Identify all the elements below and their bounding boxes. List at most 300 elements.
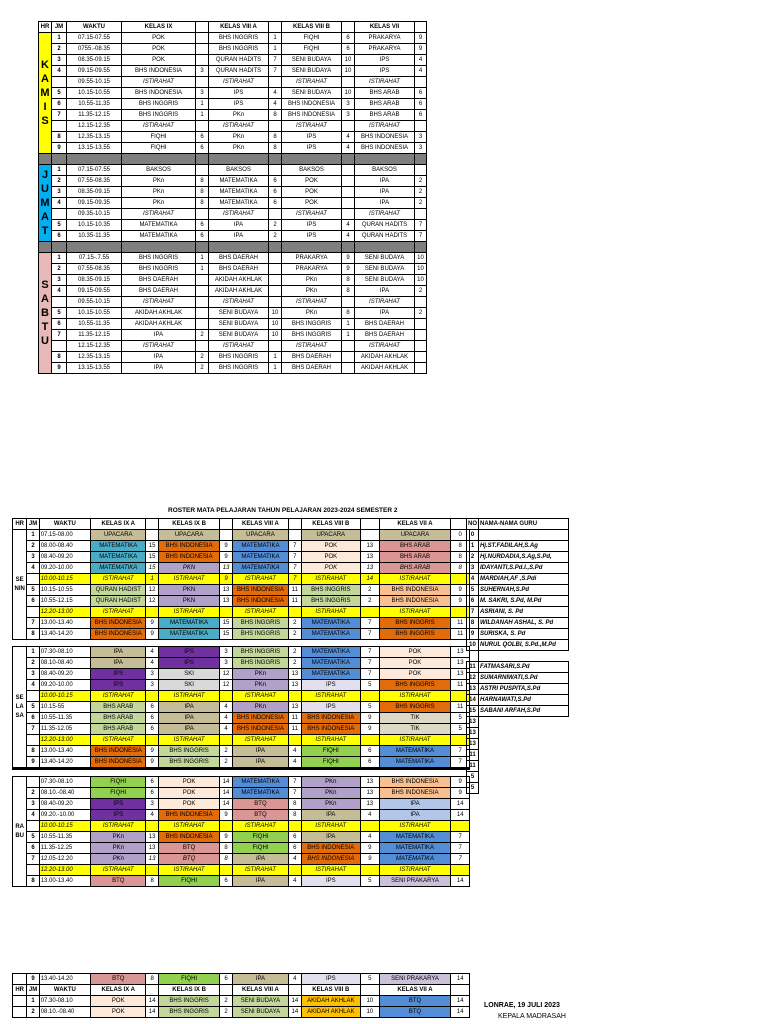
table-cell: ISTIRAHAT — [301, 735, 361, 746]
table-cell: PKn — [91, 843, 146, 854]
table-cell: 7 — [451, 832, 470, 843]
table-cell: 6 — [289, 843, 301, 854]
table-cell: 13.00-13.40 — [39, 746, 90, 757]
table-cell: BHS DAERAH — [122, 275, 196, 286]
table-cell: 10 — [415, 264, 427, 275]
table-cell: IPA — [158, 713, 220, 724]
table-cell: MATEMATIKA — [379, 746, 451, 757]
header-row — [39, 22, 427, 33]
table-cell — [27, 607, 39, 618]
table-cell: 10 — [361, 1007, 379, 1018]
table-cell — [196, 341, 209, 352]
table-cell: BHS INDONESIA — [379, 788, 451, 799]
table-cell — [415, 121, 427, 132]
table-cell: IPS — [91, 680, 146, 691]
table-cell: BHS ARAB — [91, 702, 146, 713]
table-cell: 07.15-07.55 — [67, 165, 122, 176]
table-cell: 3 — [52, 55, 67, 66]
table-row — [39, 121, 427, 132]
column-header: HR — [39, 22, 52, 33]
column-header: KELAS VII — [355, 22, 415, 33]
table-cell — [342, 187, 355, 198]
table-row — [13, 713, 470, 724]
column-header: NO — [467, 519, 479, 530]
table-cell — [342, 198, 355, 209]
table-cell: BHS INGGRIS — [122, 99, 196, 110]
table-cell: BHS INDONESIA — [301, 854, 361, 865]
table-cell: 9 — [27, 974, 39, 985]
roster-table-continued — [12, 973, 470, 1018]
table-cell: SENI BUDAYA — [209, 308, 269, 319]
teacher-number: 0 — [467, 530, 479, 541]
table-cell: IPS — [91, 799, 146, 810]
table-cell: ISTIRAHAT — [282, 121, 342, 132]
table-cell: 3 — [146, 799, 158, 810]
table-cell: UPACARA — [158, 530, 220, 541]
table-cell: 12.20-13.00 — [39, 607, 90, 618]
table-cell: 10.55-11.35 — [39, 713, 90, 724]
table-cell — [415, 77, 427, 88]
table-row — [39, 330, 427, 341]
table-row — [39, 99, 427, 110]
table-cell: 3 — [52, 187, 67, 198]
table-cell: 13.15-13.55 — [67, 363, 122, 374]
table-cell — [342, 176, 355, 187]
table-cell: 13 — [289, 680, 301, 691]
table-cell: PKN — [158, 563, 220, 574]
table-cell: MATEMATIKA — [232, 541, 288, 552]
separator-cell — [39, 154, 52, 165]
separator-row — [39, 154, 427, 165]
teacher-name: ASRIANI, S. Pd — [479, 607, 569, 618]
table-cell: 13.40-14.20 — [39, 629, 90, 640]
table-cell: BHS INGGRIS — [158, 996, 220, 1007]
table-cell: 08.40-09.20 — [39, 552, 90, 563]
table-cell: 2 — [196, 363, 209, 374]
table-cell: BHS INDONESIA — [91, 746, 146, 757]
table-cell: 7 — [269, 66, 282, 77]
table-cell: 08.35-09.15 — [67, 55, 122, 66]
column-header — [146, 985, 158, 996]
table-cell: 2 — [220, 746, 232, 757]
column-header: KELAS VIII B — [282, 22, 342, 33]
table-cell: 10.15-10.55 — [67, 308, 122, 319]
day-label — [39, 165, 52, 242]
table-cell: 12.15-12.35 — [67, 121, 122, 132]
table-cell: MATEMATIKA — [158, 618, 220, 629]
table-cell: 12.35-13.15 — [67, 132, 122, 143]
table-cell: 7 — [361, 647, 379, 658]
table-cell: PKn — [232, 669, 288, 680]
teacher-row — [467, 629, 569, 640]
table-cell: BHS INGGRIS — [282, 330, 342, 341]
table-cell: 2 — [361, 585, 379, 596]
table-cell: MATEMATIKA — [301, 618, 361, 629]
teacher-name: SURISKA, S. Pd — [479, 629, 569, 640]
table-cell: QURAN HADIST — [91, 585, 146, 596]
table-cell: 15 — [146, 552, 158, 563]
teacher-name: SUMARNIWATI,S.Pd — [479, 673, 569, 684]
table-row — [13, 680, 470, 691]
teacher-row — [467, 684, 569, 695]
separator-cell — [52, 242, 67, 253]
column-header — [361, 519, 379, 530]
column-header — [289, 985, 301, 996]
table-cell: FIQHI — [232, 843, 288, 854]
table-cell: 8 — [196, 187, 209, 198]
separator-cell — [342, 242, 355, 253]
table-cell: 13 — [361, 799, 379, 810]
table-cell: SENI BUDAYA — [282, 66, 342, 77]
table-cell: 4 — [289, 876, 301, 887]
table-cell: 3 — [220, 658, 232, 669]
teacher-row — [467, 640, 569, 651]
table-cell — [289, 865, 301, 876]
extra-row — [467, 750, 569, 761]
table-cell: 4 — [342, 143, 355, 154]
teacher-name: Hj.ST.FADILAH,S.Ag — [479, 541, 569, 552]
table-cell — [196, 44, 209, 55]
table-cell: POK — [301, 563, 361, 574]
table-cell: 6 — [27, 713, 39, 724]
table-cell — [146, 735, 158, 746]
table-cell: IPA — [232, 854, 288, 865]
table-cell: 2 — [289, 658, 301, 669]
table-cell: 07.15-.7.55 — [67, 253, 122, 264]
table-cell: BAKSOS — [122, 165, 196, 176]
table-row — [13, 788, 470, 799]
table-cell: 14 — [451, 974, 470, 985]
table-cell: 8 — [342, 275, 355, 286]
table-cell — [415, 341, 427, 352]
extra-row — [467, 728, 569, 739]
table-cell: IPS — [282, 220, 342, 231]
table-cell — [342, 209, 355, 220]
table-cell: 14 — [289, 996, 301, 1007]
table-cell: ISTIRAHAT — [282, 209, 342, 220]
table-cell: 09.20-10.00 — [39, 563, 90, 574]
table-cell: BHS DAERAH — [355, 330, 415, 341]
table-cell: 8 — [289, 799, 301, 810]
table-cell: BHS ARAB — [91, 713, 146, 724]
teacher-list-table — [466, 518, 569, 794]
table-row — [39, 132, 427, 143]
table-row — [39, 220, 427, 231]
table-cell: 4 — [52, 66, 67, 77]
table-cell: BHS INGGRIS — [158, 757, 220, 769]
table-cell: 07.30-08.10 — [39, 777, 90, 788]
table-cell: 9 — [361, 854, 379, 865]
table-cell: MATEMATIKA — [301, 629, 361, 640]
table-cell: 6 — [342, 33, 355, 44]
table-cell: 2 — [196, 352, 209, 363]
teacher-name: IDAYANTI,S.Pd.I.,S.Pd — [479, 563, 569, 574]
table-cell: ISTIRAHAT — [301, 691, 361, 702]
table-row — [13, 574, 470, 585]
table-cell: 11 — [289, 724, 301, 735]
table-cell: 4 — [146, 658, 158, 669]
table-row — [13, 552, 470, 563]
column-header: KELAS VIII A — [232, 985, 288, 996]
table-cell: 9 — [415, 44, 427, 55]
table-cell — [361, 865, 379, 876]
table-cell: BHS INGGRIS — [209, 352, 269, 363]
table-cell: MATEMATIKA — [232, 552, 288, 563]
table-row — [13, 724, 470, 735]
table-cell: 1 — [196, 264, 209, 275]
table-cell: UPACARA — [91, 530, 146, 541]
teacher-row — [467, 662, 569, 673]
table-cell: 2 — [269, 231, 282, 242]
table-cell: 1 — [52, 33, 67, 44]
table-cell — [269, 264, 282, 275]
table-cell: MATEMATIKA — [232, 777, 288, 788]
separator-cell — [52, 154, 67, 165]
separator-cell — [209, 242, 269, 253]
teacher-number: 15 — [467, 706, 479, 717]
table-cell: 12.15-12.35 — [67, 341, 122, 352]
table-cell — [269, 253, 282, 264]
separator-cell — [342, 154, 355, 165]
table-cell: BHS DAERAH — [209, 264, 269, 275]
signature-role: KEPALA MADRASAH — [498, 1013, 566, 1020]
table-cell: FIQHI — [232, 832, 288, 843]
table-row — [13, 810, 470, 821]
table-cell: 4 — [361, 810, 379, 821]
table-cell: 14 — [289, 1007, 301, 1018]
table-cell: BHS ARAB — [379, 563, 451, 574]
table-cell: 10 — [415, 253, 427, 264]
signature-place-date: LONRAE, 19 JULI 2023 — [484, 1002, 560, 1009]
table-cell: 8 — [269, 132, 282, 143]
table-cell: SENI BUDAYA — [355, 275, 415, 286]
table-cell: 13 — [220, 563, 232, 574]
table-cell: BHS INGGRIS — [232, 647, 288, 658]
teacher-number: 7 — [467, 607, 479, 618]
day-name: SELASA — [15, 694, 24, 719]
table-cell: IPA — [355, 176, 415, 187]
table-cell: IPS — [209, 88, 269, 99]
table-row — [39, 66, 427, 77]
table-cell: 8 — [27, 746, 39, 757]
table-cell: 14 — [451, 876, 470, 887]
table-cell — [196, 77, 209, 88]
table-cell: 7 — [415, 231, 427, 242]
table-cell: ISTIRAHAT — [232, 865, 288, 876]
table-row — [13, 854, 470, 865]
table-cell: 7 — [451, 757, 470, 769]
table-cell: BHS INGGRIS — [122, 253, 196, 264]
table-cell: 08.10.-08.40 — [39, 788, 90, 799]
table-cell: 10.15-10.55 — [39, 585, 90, 596]
table-cell: MATEMATIKA — [209, 187, 269, 198]
table-cell: PRAKARYA — [282, 253, 342, 264]
table-cell: AKIDAH AKHLAK — [301, 996, 361, 1007]
table-cell: ISTIRAHAT — [91, 691, 146, 702]
table-cell: AKIDAH AKHLAK — [355, 363, 415, 374]
table-cell: IPA — [301, 832, 361, 843]
table-cell — [415, 352, 427, 363]
teacher-number: 6 — [467, 596, 479, 607]
table-cell: 5 — [361, 974, 379, 985]
table-cell: 11 — [451, 629, 470, 640]
table-cell: ISTIRAHAT — [209, 121, 269, 132]
table-cell: ISTIRAHAT — [301, 865, 361, 876]
table-cell: 8 — [269, 143, 282, 154]
table-cell: 4 — [27, 810, 39, 821]
table-cell: PKn — [301, 777, 361, 788]
table-cell: 7 — [52, 330, 67, 341]
table-cell: PKn — [282, 308, 342, 319]
table-cell: IPA — [232, 974, 288, 985]
table-cell: POK — [282, 198, 342, 209]
table-cell: ISTIRAHAT — [232, 574, 288, 585]
table-cell: 4 — [146, 810, 158, 821]
table-row — [39, 319, 427, 330]
table-cell: 3 — [342, 110, 355, 121]
table-cell: UPACARA — [232, 530, 288, 541]
table-cell: 1 — [27, 530, 39, 541]
table-cell: 08.40-09.20 — [39, 669, 90, 680]
teacher-number: 1 — [467, 541, 479, 552]
table-cell: 08.10.-08.40 — [39, 1007, 90, 1018]
table-cell: 2 — [220, 996, 232, 1007]
table-cell: 13 — [289, 669, 301, 680]
column-header — [342, 22, 355, 33]
table-cell: 07.30-08.10 — [39, 996, 90, 1007]
table-row — [13, 799, 470, 810]
table-cell — [146, 691, 158, 702]
table-row — [39, 33, 427, 44]
table-cell — [289, 607, 301, 618]
teacher-number: 11 — [467, 662, 479, 673]
day-label — [13, 647, 27, 769]
table-cell: BHS INDONESIA — [158, 552, 220, 563]
teacher-number: 8 — [467, 618, 479, 629]
table-cell — [27, 574, 39, 585]
table-cell: TIK — [379, 713, 451, 724]
table-cell: PKn — [209, 110, 269, 121]
extra-number: 11 — [467, 750, 479, 761]
table-cell: PRAKARYA — [355, 33, 415, 44]
table-cell: PKN — [158, 585, 220, 596]
day-label — [39, 253, 52, 374]
table-cell: 07.15-07.55 — [67, 33, 122, 44]
table-cell: 7 — [361, 629, 379, 640]
empty-cell — [479, 783, 569, 794]
table-cell: 2 — [27, 541, 39, 552]
table-cell — [269, 341, 282, 352]
table-cell: BHS INDONESIA — [282, 110, 342, 121]
table-cell — [289, 691, 301, 702]
table-cell: SENI BUDAYA — [209, 330, 269, 341]
table-cell: 4 — [342, 231, 355, 242]
table-cell — [27, 735, 39, 746]
table-cell: ISTIRAHAT — [209, 209, 269, 220]
table-cell: ISTIRAHAT — [158, 821, 220, 832]
table-cell — [146, 607, 158, 618]
teacher-row — [467, 585, 569, 596]
table-row — [13, 629, 470, 640]
table-cell: MATEMATIKA — [379, 757, 451, 769]
roster-table — [12, 518, 470, 887]
table-cell: BHS INDONESIA — [122, 88, 196, 99]
table-cell: IPS — [282, 231, 342, 242]
table-cell: ISTIRAHAT — [282, 297, 342, 308]
table-cell: IPS — [282, 132, 342, 143]
separator-cell — [415, 242, 427, 253]
table-cell — [269, 297, 282, 308]
table-cell: PKn — [91, 854, 146, 865]
table-cell — [415, 297, 427, 308]
table-cell: 10.00-10.15 — [39, 574, 90, 585]
table-cell: 2 — [289, 618, 301, 629]
table-cell: 1 — [27, 996, 39, 1007]
table-cell: 8 — [451, 563, 470, 574]
teacher-row — [467, 618, 569, 629]
table-cell: BHS INDONESIA — [355, 132, 415, 143]
table-cell: BHS INGGRIS — [301, 585, 361, 596]
table-cell: BHS INGGRIS — [379, 629, 451, 640]
table-cell — [27, 691, 39, 702]
table-cell: BTQ — [379, 1007, 451, 1018]
table-cell: ISTIRAHAT — [209, 341, 269, 352]
table-cell — [342, 363, 355, 374]
table-cell: POK — [282, 176, 342, 187]
table-cell: 9 — [220, 810, 232, 821]
table-row — [13, 691, 470, 702]
extra-number: 13 — [467, 728, 479, 739]
teacher-row — [467, 673, 569, 684]
table-cell: IPA — [355, 198, 415, 209]
table-cell — [342, 341, 355, 352]
table-cell: 1 — [196, 99, 209, 110]
table-cell: 7 — [269, 55, 282, 66]
table-cell — [415, 165, 427, 176]
table-cell: 9 — [342, 264, 355, 275]
table-row — [13, 821, 470, 832]
separator-cell — [415, 154, 427, 165]
column-header — [361, 985, 379, 996]
table-cell: 14 — [220, 777, 232, 788]
table-row — [39, 44, 427, 55]
table-cell: 14 — [146, 1007, 158, 1018]
table-cell: IPA — [209, 220, 269, 231]
column-header — [451, 985, 470, 996]
table-cell: BHS DAERAH — [282, 363, 342, 374]
table-cell — [196, 33, 209, 44]
table-cell: BHS INDONESIA — [91, 629, 146, 640]
table-cell: 7 — [451, 746, 470, 757]
empty-cell — [13, 996, 27, 1007]
table-cell: 6 — [220, 974, 232, 985]
day-name: SENIN — [14, 576, 25, 592]
teacher-number: 9 — [467, 629, 479, 640]
column-header: HR — [13, 519, 27, 530]
empty-cell — [479, 728, 569, 739]
table-cell: ISTIRAHAT — [209, 297, 269, 308]
table-cell: 11 — [289, 585, 301, 596]
table-cell: ISTIRAHAT — [379, 691, 451, 702]
table-cell: 7 — [27, 854, 39, 865]
table-cell: FIQHI — [91, 777, 146, 788]
table-cell: SENI BUDAYA — [355, 264, 415, 275]
separator-row — [39, 242, 427, 253]
separator-cell — [209, 154, 269, 165]
table-cell: 4 — [52, 286, 67, 297]
table-cell: 1 — [146, 574, 158, 585]
table-cell: 11.35-12.05 — [39, 724, 90, 735]
